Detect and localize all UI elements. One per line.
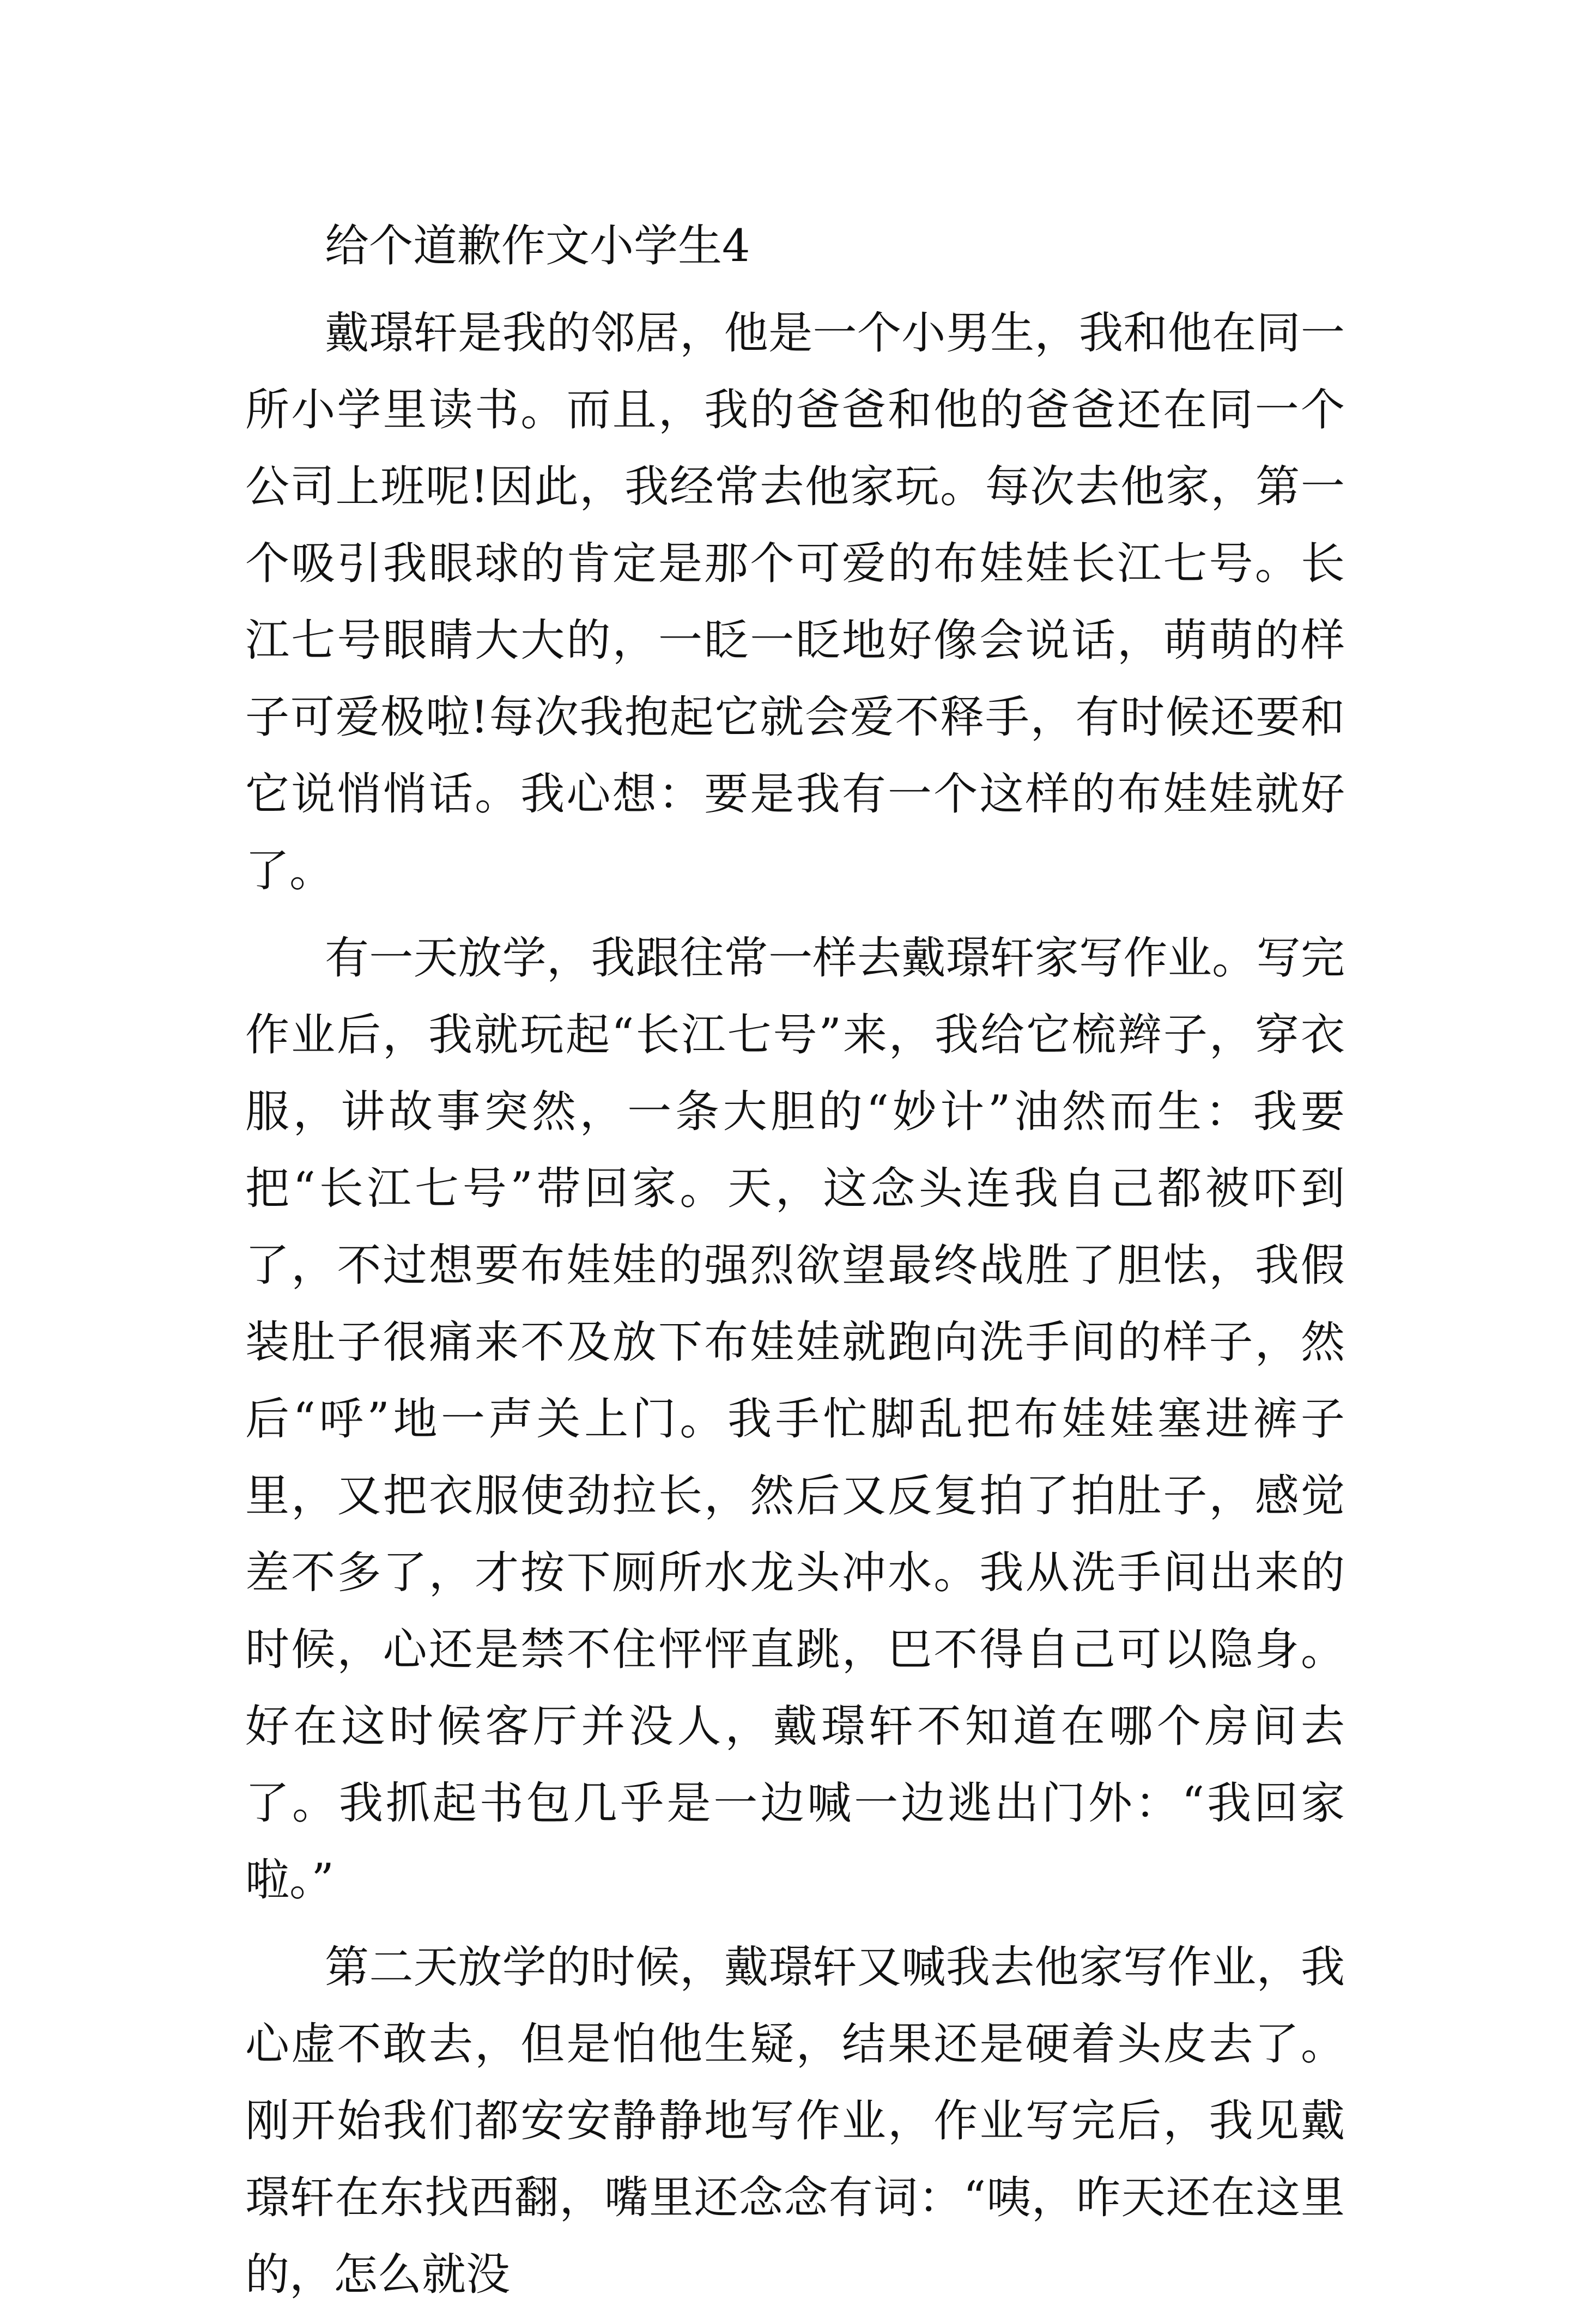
document-title: 给个道歉作文小学生4 — [325, 221, 750, 272]
paragraph-2: 有一天放学，我跟往常一样去戴璟轩家写作业。写完作业后，我就玩起“长江七号”来，我给它梳辫子，穿衣服，讲故事突然，一条大胆的“妙计”油然而生：我要把“长江七号”带回家。天，这念头连我自己都被吓到了，不过想要布娃娃的强烈欲望最终战胜了胆怯，我假装肚子很痛来不及放下布娃娃就跑向洗手间的样子，然后“呼”地一声关上门。我手忙脚乱把布娃娃塞进裤子里，又把衣服使劲拉长，然后又反复拍了拍肚子，感觉差不多了，才按下厕所水龙头冲水。我从洗手间出来的时候，心还是禁不住怦怦直跳，巴不得自己可以隐身。好在这时候客厅并没人，戴璟轩不知道在哪个房间去了。我抓起书包几乎是一边喊一边逃出门外：“我回家啦。” — [245, 933, 1345, 1906]
document-body — [245, 208, 1345, 2324]
paragraph-1: 戴璟轩是我的邻居，他是一个小男生，我和他在同一所小学里读书。而且，我的爸爸和他的爸爸还在同一个公司上班呢!因此，我经常去他家玩。每次去他家，第一个吸引我眼球的肯定是那个可爱的布娃娃长江七号。长江七号眼睛大大的，一眨一眨地好像会说话，萌萌的样子可爱极啦!每次我抱起它就会爱不释手，有时候还要和它说悄悄话。我心想：要是我有一个这样的布娃娃就好了。 — [245, 308, 1345, 897]
paragraph-3: 第二天放学的时候，戴璟轩又喊我去他家写作业，我心虚不敢去，但是怕他生疑，结果还是硬着头皮去了。刚开始我们都安安静静地写作业，作业写完后，我见戴璟轩在东找西翻，嘴里还念念有词：“咦，昨天还在这里的，怎么就没 — [245, 1942, 1345, 2301]
